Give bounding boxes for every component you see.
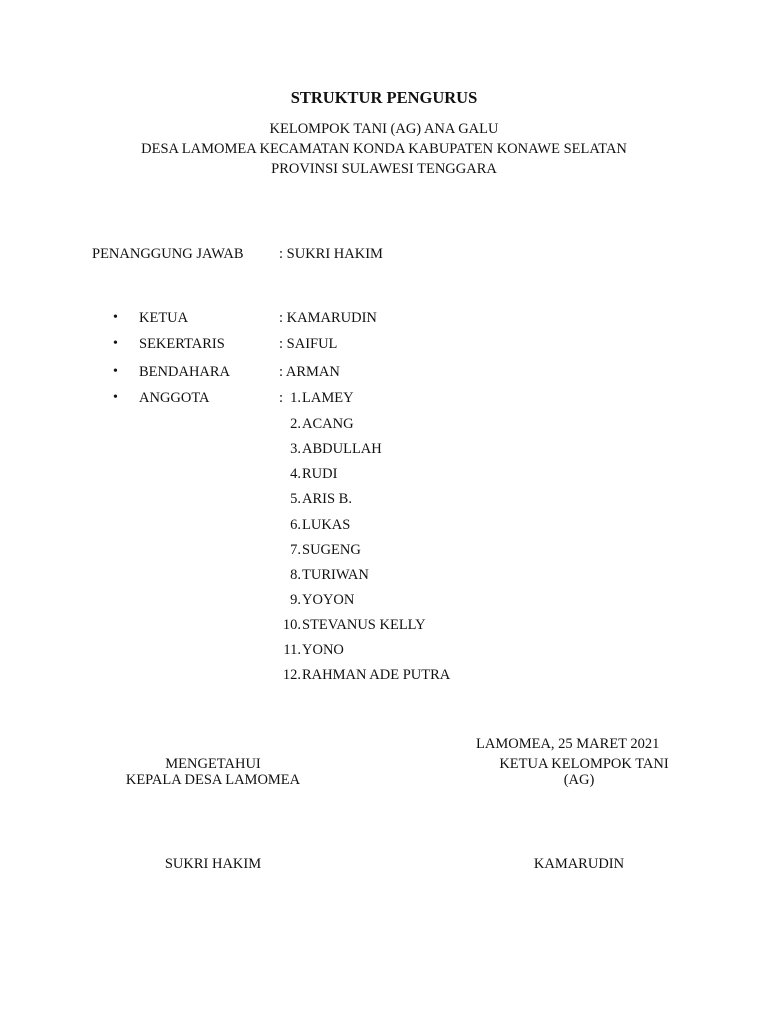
role-row-bendahara	[0, 364, 768, 384]
role-value: : KAMARUDIN	[279, 310, 377, 326]
member-number: 11.	[283, 642, 301, 658]
role-value: : ARMAN	[279, 364, 340, 380]
member-name: SUGENG	[302, 542, 361, 558]
member-name: TURIWAN	[302, 567, 369, 583]
acknowledged-heading: MENGETAHUI	[165, 756, 261, 772]
bullet-icon: •	[113, 336, 118, 351]
list-item	[279, 617, 539, 637]
place-date: LAMOMEA, 25 MARET 2021	[476, 736, 660, 752]
role-label: ANGGOTA	[139, 390, 210, 406]
role-label: BENDAHARA	[139, 364, 231, 380]
role-row-ketua	[0, 310, 768, 330]
member-name: LAMEY	[302, 390, 354, 406]
list-item	[279, 390, 539, 410]
list-item	[279, 517, 539, 537]
member-name: YOYON	[302, 592, 355, 608]
list-item	[279, 441, 539, 461]
list-item	[279, 542, 539, 562]
list-item	[279, 466, 539, 486]
penanggung-jawab-value: : SUKRI HAKIM	[279, 246, 383, 262]
list-item	[279, 592, 539, 612]
document-title: STRUKTUR PENGURUS	[290, 88, 478, 107]
member-name: ARIS B.	[302, 491, 352, 507]
member-number: 8.	[290, 567, 301, 583]
member-number: 9.	[290, 592, 301, 608]
list-item	[279, 416, 539, 436]
member-name: ABDULLAH	[302, 441, 382, 457]
list-item	[279, 667, 539, 687]
organization-name: KELOMPOK TANI (AG) ANA GALU	[269, 121, 499, 137]
group-chair-title: KETUA KELOMPOK TANI	[499, 756, 669, 772]
role-label: KETUA	[139, 310, 189, 326]
bullet-icon: •	[113, 310, 118, 325]
member-number: 5.	[290, 491, 301, 507]
member-name: RAHMAN ADE PUTRA	[302, 667, 451, 683]
member-number: 12.	[282, 667, 301, 683]
member-name: LUKAS	[302, 517, 351, 533]
village-head-title: KEPALA DESA LAMOMEA	[125, 772, 301, 788]
member-number: 1.	[290, 390, 301, 406]
member-number: 10.	[282, 617, 301, 633]
member-name: ACANG	[302, 416, 354, 432]
bullet-icon: •	[113, 390, 118, 405]
member-name: YONO	[302, 642, 344, 658]
member-name: RUDI	[302, 466, 338, 482]
role-value: : SAIFUL	[279, 336, 338, 352]
member-number: 2.	[290, 416, 301, 432]
role-row-sekertaris	[0, 336, 768, 356]
list-item	[279, 642, 539, 662]
organization-location: DESA LAMOMEA KECAMATAN KONDA KABUPATEN KONAWE SELATAN	[141, 141, 627, 157]
member-number: 7.	[290, 542, 301, 558]
bullet-icon: •	[113, 364, 118, 379]
list-item	[279, 567, 539, 587]
group-chair-subtitle: (AG)	[563, 772, 595, 788]
member-number: 6.	[290, 517, 301, 533]
member-number: 4.	[290, 466, 301, 482]
role-label: SEKERTARIS	[139, 336, 225, 352]
right-signatory-name: KAMARUDIN	[533, 856, 625, 872]
member-number: 3.	[290, 441, 301, 457]
penanggung-jawab-label: PENANGGUNG JAWAB	[92, 246, 244, 262]
list-item	[279, 491, 539, 511]
organization-province: PROVINSI SULAWESI TENGGARA	[271, 161, 497, 177]
role-value: :	[279, 390, 284, 406]
left-signatory-name: SUKRI HAKIM	[164, 856, 262, 872]
member-name: STEVANUS KELLY	[302, 617, 426, 633]
